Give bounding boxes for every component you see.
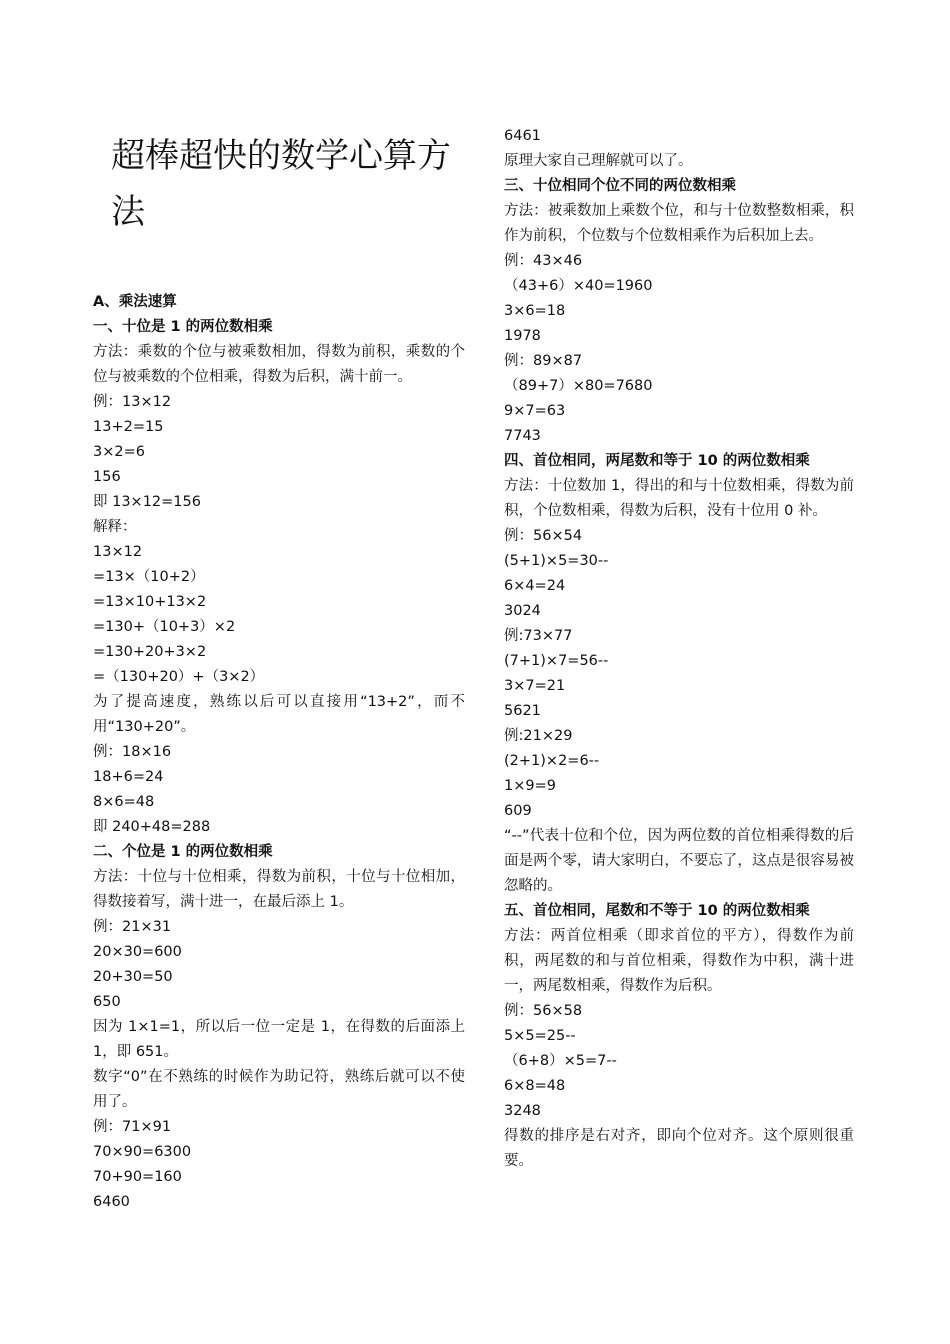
text-line: (2+1)×2=6-- (504, 753, 600, 769)
section-heading: A、乘法速算 (93, 294, 177, 310)
paragraph: 得数的排序是右对齐，即向个位对齐。这个原则很重要。 (504, 1128, 854, 1169)
section-heading: 四、首位相同，两尾数和等于 10 的两位数相乘 (504, 453, 810, 469)
text-line: （43+6）×40=1960 (504, 278, 653, 294)
text-line: 8×6=48 (93, 794, 155, 810)
left-column-text (93, 290, 465, 1215)
text-line: 3248 (504, 1103, 541, 1119)
text-line: 609 (504, 803, 532, 819)
text-line: 例：21×31 (93, 919, 172, 935)
left-column (93, 128, 465, 1215)
paragraph: “--”代表十位和个位，因为两位数的首位相乘得数的后面是两个零，请大家明白，不要忘了，这点是很容易被忽略的。 (504, 828, 854, 894)
text-line: 例:21×29 (504, 728, 573, 744)
text-line: =13×10+13×2 (93, 594, 207, 610)
text-line: 6×8=48 (504, 1078, 566, 1094)
text-line: 9×7=63 (504, 403, 566, 419)
text-line: 3×6=18 (504, 303, 566, 319)
text-line: =130+20+3×2 (93, 644, 207, 660)
text-line: =13×（10+2） (93, 569, 205, 585)
text-line: 70+90=160 (93, 1169, 182, 1185)
text-line: 156 (93, 469, 121, 485)
text-line: 例:73×77 (504, 628, 573, 644)
text-line: 13×12 (93, 544, 143, 560)
text-line: （89+7）×80=7680 (504, 378, 653, 394)
text-line: 例：43×46 (504, 253, 583, 269)
text-line: 7743 (504, 428, 541, 444)
text-line: 6×4=24 (504, 578, 566, 594)
text-line: 1×9=9 (504, 778, 556, 794)
text-line: 解释： (93, 519, 137, 535)
paragraph: 因为 1×1=1，所以后一位一定是 1，在得数的后面添上 1，即 651。 (93, 1019, 465, 1060)
text-line: 6461 (504, 128, 541, 144)
text-line: 6460 (93, 1194, 130, 1210)
paragraph: 方法：乘数的个位与被乘数相加，得数为前积，乘数的个位与被乘数的个位相乘，得数为后积，满十前一。 (93, 344, 465, 385)
text-line: 3×7=21 (504, 678, 566, 694)
text-line: 例：71×91 (93, 1119, 172, 1135)
text-line: =130+（10+3）×2 (93, 619, 236, 635)
text-line: 13+2=15 (93, 419, 164, 435)
text-line: 5×5=25-- (504, 1028, 576, 1044)
text-line: 1978 (504, 328, 541, 344)
text-line: 3×2=6 (93, 444, 145, 460)
paragraph: 方法：十位与十位相乘，得数为前积，十位与十位相加，得数接着写，满十进一，在最后添上 1。 (93, 869, 465, 910)
text-line: （6+8）×5=7-- (504, 1053, 617, 1069)
section-heading: 二、个位是 1 的两位数相乘 (93, 844, 273, 860)
section-heading: 五、首位相同，尾数和不等于 10 的两位数相乘 (504, 903, 810, 919)
paragraph: 方法：十位数加 1，得出的和与十位数相乘，得数为前积，个位数相乘，得数为后积，没有十位用 0 补。 (504, 478, 854, 519)
paragraph: 为了提高速度，熟练以后可以直接用“13+2”，而不用“130+20”。 (93, 694, 465, 735)
right-column-text (504, 124, 854, 1174)
text-line: 例：13×12 (93, 394, 172, 410)
document-title: 超棒超快的数学心算方法 (111, 136, 451, 232)
text-line: 例：18×16 (93, 744, 172, 760)
text-line: 即 240+48=288 (93, 819, 211, 835)
title-spacer (93, 240, 465, 290)
text-line: 20+30=50 (93, 969, 173, 985)
section-heading: 一、十位是 1 的两位数相乘 (93, 319, 273, 335)
text-line: 18+6=24 (93, 769, 164, 785)
paragraph: 数字“0”在不熟练的时候作为助记符，熟练后就可以不使用了。 (93, 1069, 465, 1110)
right-column (504, 124, 854, 1174)
text-line: 例：56×58 (504, 1003, 583, 1019)
text-line: (5+1)×5=30-- (504, 553, 609, 569)
text-line: (7+1)×7=56-- (504, 653, 609, 669)
paragraph: 方法：被乘数加上乘数个位，和与十位数整数相乘，积作为前积，个位数与个位数相乘作为后积加上去。 (504, 203, 854, 244)
text-line: 20×30=600 (93, 944, 182, 960)
paragraph: 方法：两首位相乘（即求首位的平方），得数作为前积，两尾数的和与首位相乘，得数作为中积，满十进一，两尾数相乘，得数作为后积。 (504, 928, 854, 994)
text-line: 例：56×54 (504, 528, 583, 544)
text-line: 例：89×87 (504, 353, 583, 369)
text-line: 70×90=6300 (93, 1144, 192, 1160)
text-line: 即 13×12=156 (93, 494, 201, 510)
text-line: 5621 (504, 703, 541, 719)
text-line: 650 (93, 994, 121, 1010)
text-line: 原理大家自己理解就可以了。 (504, 153, 693, 169)
text-line: 3024 (504, 603, 541, 619)
text-line: =（130+20）+（3×2） (93, 669, 265, 685)
section-heading: 三、十位相同个位不同的两位数相乘 (504, 178, 736, 194)
